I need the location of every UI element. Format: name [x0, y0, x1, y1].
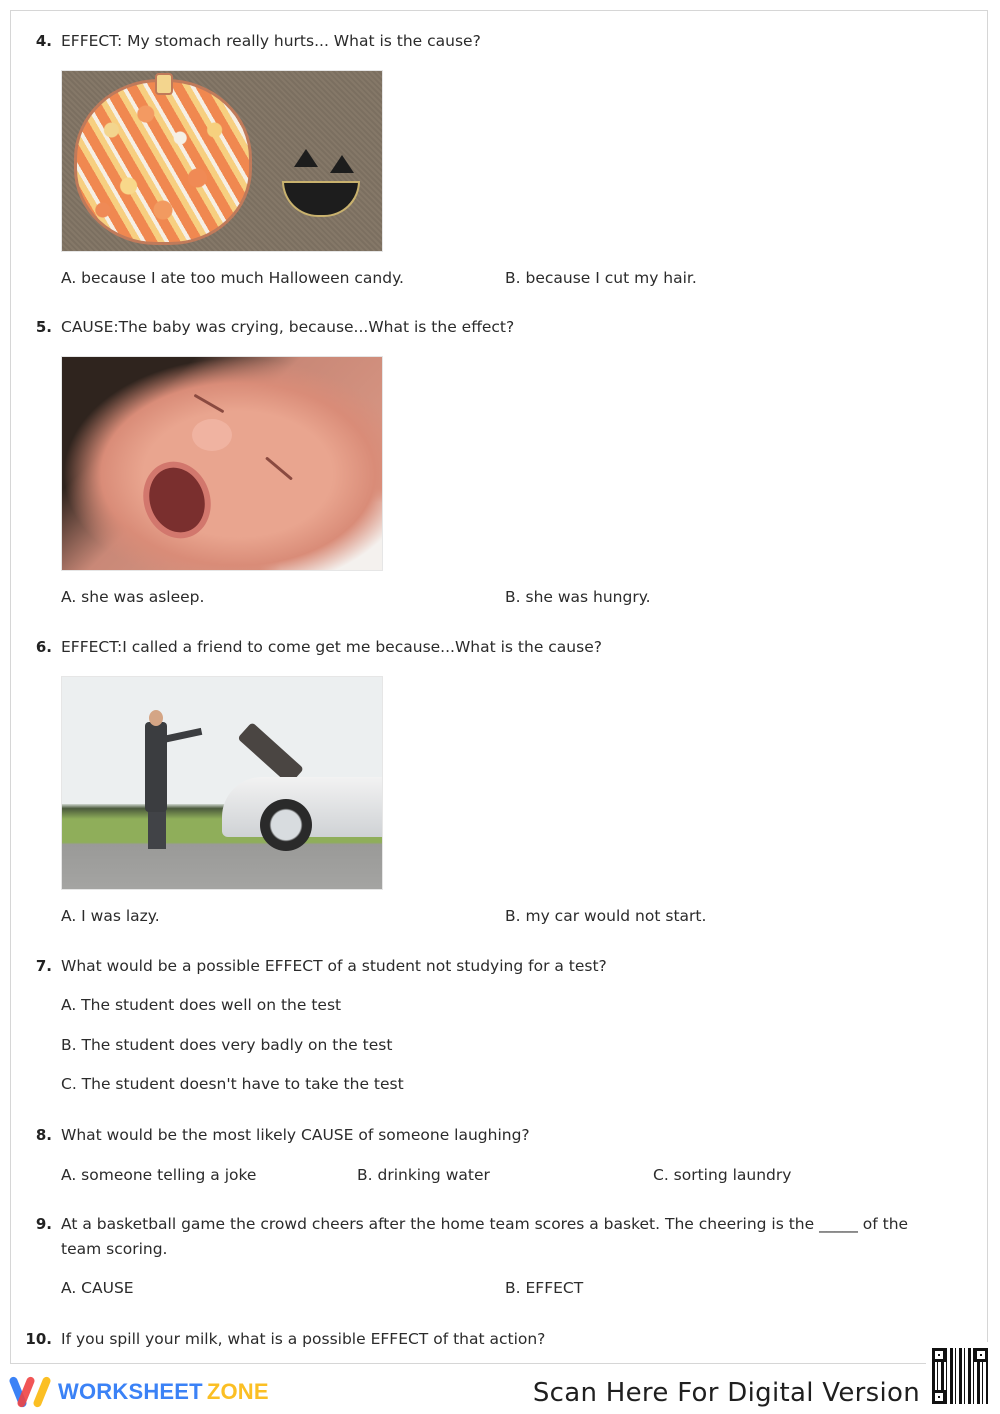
qr-finder-bottom-left: [932, 1390, 946, 1404]
option-a[interactable]: A. I was lazy.: [61, 907, 160, 925]
worksheetzone-logo[interactable]: [12, 1376, 269, 1408]
baby-mouth: [133, 452, 222, 548]
option-b[interactable]: B. The student does very badly on the test: [61, 1036, 393, 1054]
scan-label: Scan Here For Digital Version: [532, 1378, 920, 1408]
option-b[interactable]: B. she was hungry.: [505, 588, 651, 606]
option-a[interactable]: A. because I ate too much Halloween candy.: [61, 269, 404, 287]
baby-eye-left: [194, 394, 225, 414]
option-a[interactable]: A. The student does well on the test: [61, 996, 342, 1014]
question-number: 8.: [35, 1126, 52, 1144]
pumpkin-stem: [155, 73, 173, 95]
question-text: What would be the most likely CAUSE of someone laughing?: [61, 1126, 530, 1144]
logo-bar-yellow: [32, 1376, 51, 1409]
question-number: 6.: [35, 638, 52, 656]
option-b[interactable]: B. because I cut my hair.: [505, 269, 697, 287]
option-a[interactable]: A. she was asleep.: [61, 588, 205, 606]
question-text: If you spill your milk, what is a possible EFFECT of that action?: [61, 1330, 546, 1348]
option-a[interactable]: A. someone telling a joke: [61, 1166, 257, 1184]
baby-eye-right: [265, 456, 293, 480]
worksheetzone-logo-icon: [12, 1376, 52, 1408]
candy-pumpkin-bowl: [74, 79, 252, 245]
question-text: What would be a possible EFFECT of a student not studying for a test?: [61, 957, 607, 975]
car-wheel: [260, 799, 312, 851]
option-b[interactable]: B. drinking water: [357, 1166, 490, 1184]
option-b[interactable]: B. EFFECT: [505, 1279, 584, 1297]
question-number: 9.: [35, 1215, 52, 1233]
brand-name-part2: ZONE: [206, 1379, 269, 1404]
question-text: EFFECT:I called a friend to come get me because...What is the cause?: [61, 638, 602, 656]
cookie-cutter-eye-right: [330, 155, 354, 173]
option-a[interactable]: A. CAUSE: [61, 1279, 134, 1297]
halloween-candy-photo: [61, 70, 383, 252]
qr-code-icon[interactable]: [926, 1342, 994, 1410]
option-c[interactable]: C. sorting laundry: [653, 1166, 792, 1184]
option-b[interactable]: B. my car would not start.: [505, 907, 707, 925]
question-text: CAUSE:The baby was crying, because...What is the effect?: [61, 318, 515, 336]
baby-nose: [192, 419, 232, 451]
option-c[interactable]: C. The student doesn't have to take the test: [61, 1075, 404, 1093]
car-hood-open: [237, 722, 304, 785]
qr-finder-top-left: [932, 1348, 946, 1362]
question-number: 10.: [25, 1330, 52, 1348]
question-number: 4.: [35, 32, 52, 50]
question-number: 7.: [35, 957, 52, 975]
cookie-cutter-mouth: [282, 181, 360, 217]
crying-baby-photo: [61, 356, 383, 571]
question-number: 5.: [35, 318, 52, 336]
broken-down-car-photo: [61, 676, 383, 890]
question-text: EFFECT: My stomach really hurts... What is the cause?: [61, 32, 481, 50]
cookie-cutter-eye-left: [294, 149, 318, 167]
man-arm: [162, 728, 203, 743]
man-head: [149, 710, 163, 726]
brand-name-part1: WORKSHEET: [58, 1379, 203, 1404]
question-text: At a basketball game the crowd cheers after the home team scores a basket. The cheering is the _____ of the team scoring.: [61, 1215, 909, 1258]
qr-finder-top-right: [974, 1348, 988, 1362]
